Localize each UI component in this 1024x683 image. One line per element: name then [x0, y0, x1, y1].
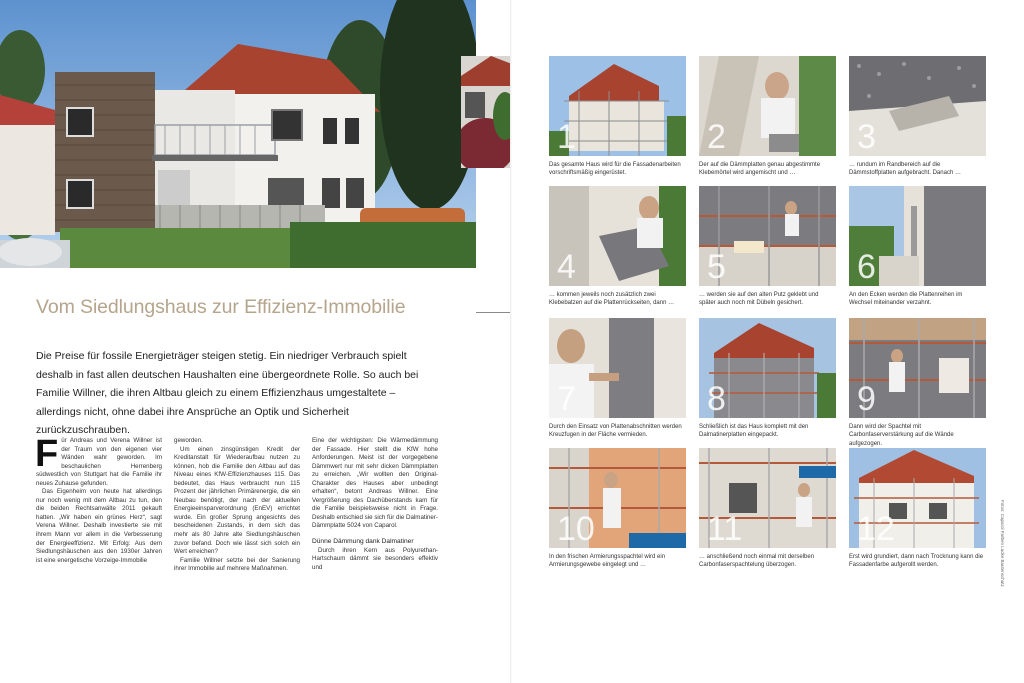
step-tile [849, 318, 986, 448]
step-caption: … werden sie auf den alten Putz geklebt und später auch noch mit Dübeln gesichert. [699, 292, 819, 307]
step-photo [549, 448, 686, 548]
step-caption: In den frischen Armierungsspachtel wird ein Armierungsgewebe eingelegt und … [549, 554, 666, 569]
article-lead: Die Preise für fossile Energieträger steigen stetig. Ein niedriger Verbrauch spielt deshalb in fast allen deutschen Haushalten eine übergeordnete Rolle. So auch bei Familie Willner, die ihren Altbau gleich zu einem Effizienzhaus umgestaltete – allerdings nicht, ohne dabei ihre Ansprüche an Optik und Sicherheit zurückzuschrauben. [36, 350, 419, 437]
step-photo [549, 56, 686, 156]
subheading: Dünne Dämmung dank Dalmatiner [312, 538, 414, 546]
step-photo [699, 186, 836, 286]
step-caption: Der auf die Dämmplatten genau abgestimmte Klebemörtel wird angemischt und … [699, 162, 821, 177]
step-number: 3 [857, 118, 876, 156]
step-photo [849, 448, 986, 548]
col3-paragraph-2: Durch ihren Kern aus Polyurethan-Hartschaum dämmt sie besonders effektiv und [312, 546, 438, 571]
col1-paragraph-2: Das Eigenheim von heute hat allerdings nur noch wenig mit dem Altbau zu tun, den die beiden Rechtsanwälte 2011 gekauft hatten. „Wir haben ein grünes Herz“, sagt Verena Willner. Deshalb investierte sie mit ihrem Mann vor allem in die Verbesserung der Energieeffizienz. Mit Erfolg: Aus dem Siedlungshäuschen aus den 1930er Jahren ist eine energetische Vorzeige-Immobilie [36, 488, 162, 564]
step-photo [699, 318, 836, 418]
col2-paragraph-3: Familie Willner setzte bei der Sanierung ihrer Immobilie auf mehrere Maßnahmen. [174, 556, 300, 573]
step-number: 6 [857, 248, 876, 286]
step-photo [549, 318, 686, 418]
step-number: 5 [707, 248, 726, 286]
step-tile [549, 318, 686, 440]
step-tile [549, 186, 686, 308]
hero-house-photo [0, 0, 476, 268]
step-number: 9 [857, 380, 876, 418]
right-page [512, 0, 1024, 683]
body-column-3 [312, 437, 438, 572]
step-number: 12 [857, 510, 895, 548]
step-photo [699, 448, 836, 548]
photo-credit: Fotos: Caparol Farben Lacke Bautenschutz [1000, 500, 1005, 587]
step-photo [699, 56, 836, 156]
step-caption: Durch den Einsatz von Plattenabschnitten werden Kreuzfugen in der Fläche vermieden. [549, 424, 682, 439]
step-number: 2 [707, 118, 726, 156]
step-caption: Dann wird der Spachtel mit Carbonfaserverstärkung auf die Wände aufgezogen. [849, 424, 954, 447]
step-tile [849, 448, 986, 570]
col1-paragraph-1: ür Andreas und Verena Willner ist der Traum von den eigenen vier Wänden wahr geworden. Im beschaulichen Herrenberg südwestlich von Stuttgart hat die Familie ihr neues Zuhause gefunden. [36, 437, 162, 487]
step-photo [549, 186, 686, 286]
hero-inset-photo [461, 56, 512, 168]
title-rule [476, 312, 512, 313]
step-caption: … anschließend noch einmal mit derselben Carbonfaserspachtelung überzogen. [699, 554, 815, 569]
step-number: 8 [707, 380, 726, 418]
step-number: 11 [707, 510, 743, 548]
step-tile [849, 186, 986, 308]
drop-cap: F [35, 433, 59, 475]
step-caption: … rundum im Randbereich auf die Dämmstoffplatten aufgebracht. Danach … [849, 162, 961, 177]
step-tile [549, 448, 686, 570]
step-caption: Erst wird grundiert, dann nach Trocknung kann die Fassadenfarbe aufgerollt werden. [849, 554, 984, 569]
article-title: Vom Siedlungshaus zur Effizienz-Immobilie [36, 296, 406, 318]
body-column-1 [35, 433, 162, 565]
step-tile [549, 56, 686, 178]
body-columns [35, 433, 440, 627]
step-tile [849, 56, 986, 178]
step-caption: … kommen jeweils noch zusätzlich zwei Klebebatzen auf die Plattenrückseiten, dann … [549, 292, 675, 307]
step-caption: An den Ecken werden die Plattenreihen im Wechsel miteinander verzahnt. [849, 292, 963, 307]
step-tile [699, 448, 836, 570]
step-tile [699, 186, 836, 308]
col2-paragraph-1: geworden. [174, 437, 203, 444]
step-number: 10 [557, 510, 595, 548]
step-photo [849, 318, 986, 418]
col2-paragraph-2: Um einen zinsgünstigen Kredit der Kreditanstalt für Wiederaufbau nutzen zu können, hob die Familie den Altbau auf das Niveau eines KfW-Effizienzhauses 115. Das bedeutet, das Haus verbraucht nun 115 Prozent der jährlichen Primärenergie, die ein Neubau benötigt, der nach der aktuellen Energieeinsparverordnung (EnEV) errichtet wurde. Ein großer Sprung angesichts des bescheidenen Zustands, in dem sich das mehr als 80 Jahre alte Siedlungshäuschen zuvor befand. Doch wie lässt sich solch ein Wert erreichen? [174, 445, 300, 556]
step-number: 4 [557, 248, 576, 286]
col3-paragraph-1: Eine der wichtigsten: Die Wärmedämmung der Fassade. Hier stellt die KfW hohe Anforderungen. Meist ist der vorgegebene Dämmwert nur mit sehr dicken Dämmplatten zu erreichen. „Wir wollten den Original-Charakter des Hauses aber unbedingt erhalten“, betont Andreas Willner. Eine Vergrößerung des Dachüberstands kam für die Familie beispielsweise nicht in Frage. Deshalb entschied sie sich für die Dalmatiner-Dämmplatte 5024 von Caparol. [312, 437, 438, 530]
step-tile [699, 318, 836, 440]
step-caption: Das gesamte Haus wird für die Fassadenarbeiten vorschriftsmäßig eingerüstet. [549, 162, 681, 177]
step-caption: Schließlich ist das Haus komplett mit den Dalmatinerplatten eingepackt. [699, 424, 809, 439]
step-tile [699, 56, 836, 178]
body-column-2 [174, 437, 300, 574]
step-photo [849, 186, 986, 286]
step-photo [849, 56, 986, 156]
step-number: 1 [557, 118, 576, 156]
step-number: 7 [557, 380, 576, 418]
